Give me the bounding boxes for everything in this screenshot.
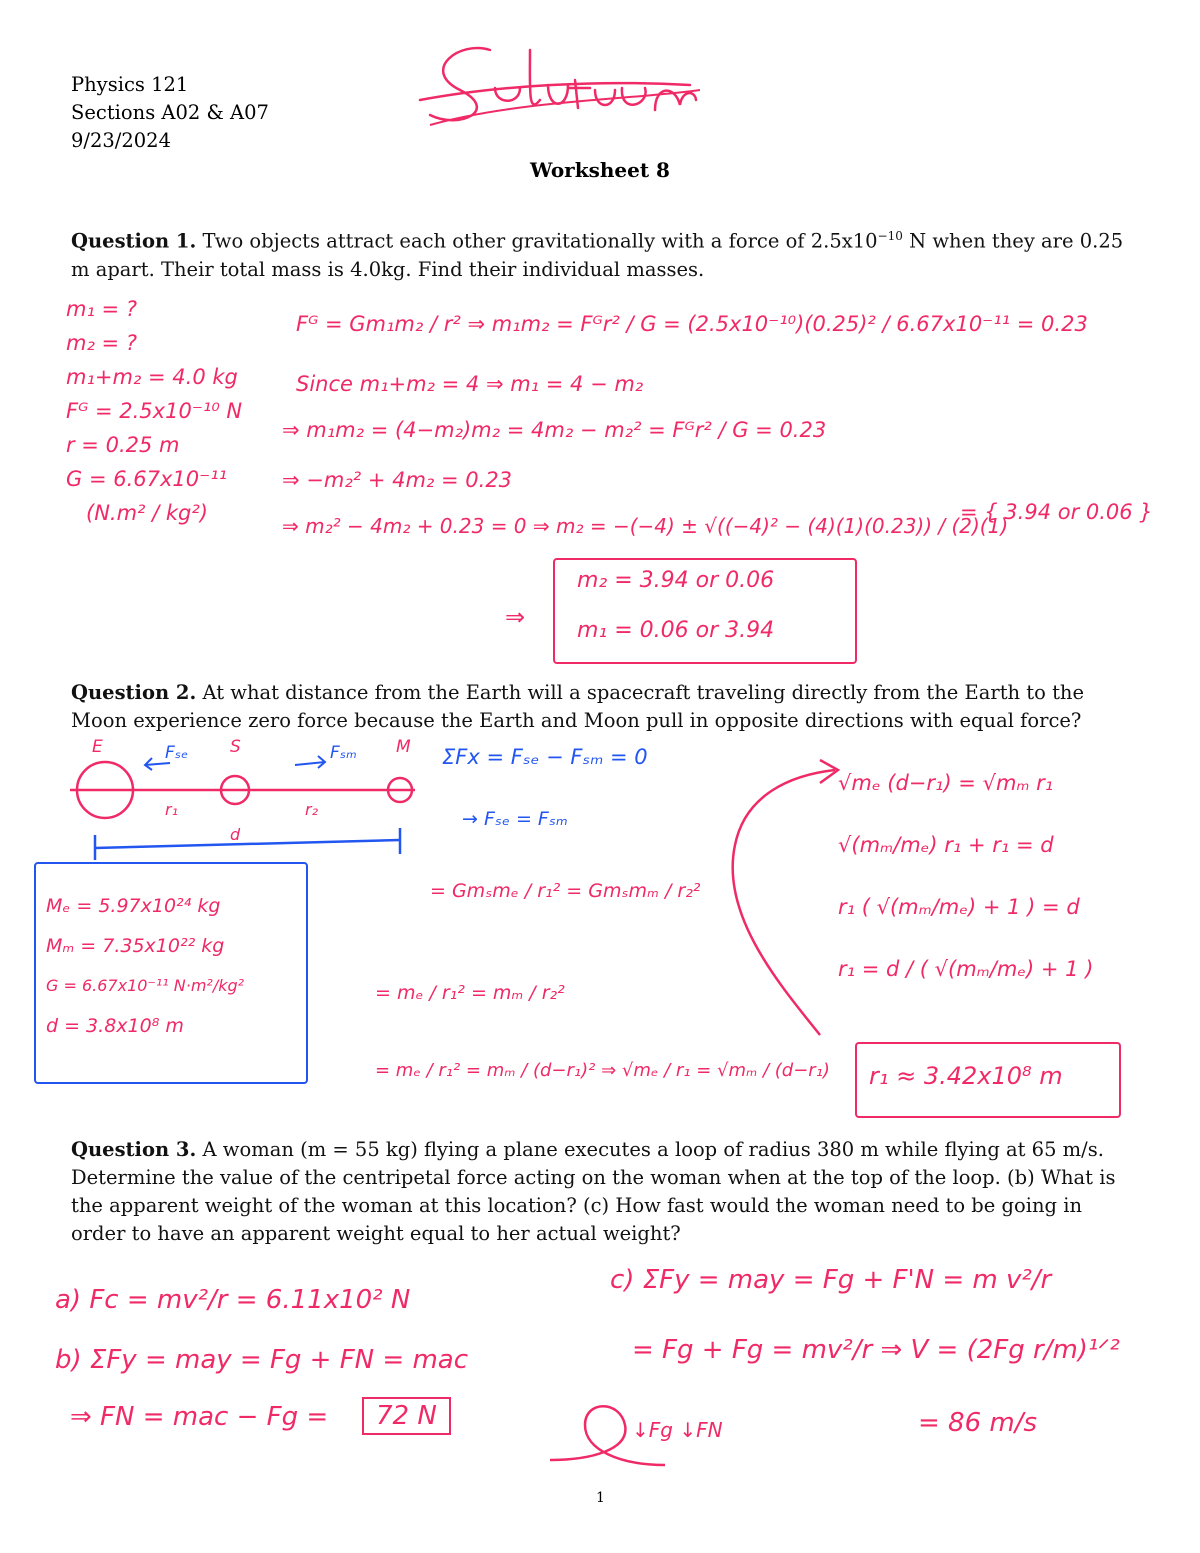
worksheet-title: Worksheet 8 xyxy=(530,158,670,182)
label-e: E xyxy=(92,737,103,757)
given-g: G = 6.67x10⁻¹¹ xyxy=(66,467,228,491)
worksheet-date: 9/23/2024 xyxy=(71,129,171,152)
q1-work-line-4: ⇒ −m₂² + 4m₂ = 0.23 xyxy=(282,468,513,492)
header-block xyxy=(71,71,269,155)
fsm-arrow xyxy=(295,756,325,768)
given-m2: m₂ = ? xyxy=(66,331,137,355)
course-sections: Sections A02 & A07 xyxy=(71,101,269,124)
q3-part-c-line-2: = Fg + Fg = mv²/r ⇒ V = (2Fg r/m)¹ᐟ² xyxy=(632,1335,1120,1365)
label-r1: r₁ xyxy=(165,800,178,819)
r-step-4: r₁ = d / ( √(mₘ/mₑ) + 1 ) xyxy=(838,957,1094,981)
q1-work-line-2: Since m₁+m₂ = 4 ⇒ m₁ = 4 − m₂ xyxy=(296,372,644,396)
given-g-units: (N.m² / kg²) xyxy=(86,501,208,525)
question-2-text: Question 2. At what distance from the Earth will a spacecraft traveling directly from the Earth to the Moon experience zero force because the Earth and Moon pull in opposite directions with equal force? xyxy=(71,681,1085,732)
q1-roots: = { 3.94 or 0.06 } xyxy=(960,500,1153,524)
answer-m2: m₂ = 3.94 or 0.06 xyxy=(577,568,775,593)
q2-givens xyxy=(46,886,244,1046)
label-fse: Fₛₑ xyxy=(165,743,189,763)
label-m: M xyxy=(396,737,411,757)
label-s: S xyxy=(230,737,241,757)
q2-step-3: = mₑ / r₁² = mₘ / (d−r₁)² ⇒ √mₑ / r₁ = √mₘ / (d−r₁) xyxy=(375,1060,830,1081)
q3-part-b-line-1: b) ΣFy = may = Fg + FN = mac xyxy=(55,1345,469,1375)
given-distance: r = 0.25 m xyxy=(66,433,180,457)
q1-arrow: ⇒ xyxy=(505,603,526,631)
q3-part-a: a) Fc = mv²/r = 6.11x10² N xyxy=(55,1285,411,1315)
answer-m1: m₁ = 0.06 or 3.94 xyxy=(577,618,775,643)
given-m1: m₁ = ? xyxy=(66,297,137,321)
q2-step-2: = mₑ / r₁² = mₘ / r₂² xyxy=(375,982,565,1004)
q1-givens xyxy=(66,292,242,530)
label-d: d xyxy=(230,825,241,844)
q3-part-c-line-1: c) ΣFy = may = Fg + F'N = m v²/r xyxy=(610,1265,1052,1295)
q2-force-equality: → Fₛₑ = Fₛₘ xyxy=(462,808,568,830)
distance-line xyxy=(95,840,400,848)
r-step-3: r₁ ( √(mₘ/mₑ) + 1 ) = d xyxy=(838,895,1080,919)
given-g-constant: G = 6.67x10⁻¹¹ N·m²/kg² xyxy=(46,976,245,995)
given-moon-mass: Mₘ = 7.35x10²² kg xyxy=(46,935,225,957)
label-r2: r₂ xyxy=(305,800,318,819)
r-step-2: √(mₘ/mₑ) r₁ + r₁ = d xyxy=(838,833,1054,857)
loop-force-labels: ↓Fg ↓FN xyxy=(632,1418,723,1442)
q1-work-line-1: Fᴳ = Gm₁m₂ / r² ⇒ m₁m₂ = Fᴳr² / G = (2.5x10⁻¹⁰)(0.25)² / 6.67x10⁻¹¹ = 0.23 xyxy=(296,312,1088,336)
earth-moon-diagram xyxy=(60,730,430,860)
given-force: Fᴳ = 2.5x10⁻¹⁰ N xyxy=(66,399,243,423)
given-total-mass: m₁+m₂ = 4.0 kg xyxy=(66,365,238,389)
q3-part-c-answer: = 86 m/s xyxy=(918,1408,1038,1438)
q2-step-1: = Gmₛmₑ / r₁² = Gmₛmₘ / r₂² xyxy=(430,880,701,902)
q2-answer-box xyxy=(855,1042,1121,1118)
q1-work-line-3: ⇒ m₁m₂ = (4−m₂)m₂ = 4m₂ − m₂² = Fᴳr² / G = 0.23 xyxy=(282,418,827,442)
course-name: Physics 121 xyxy=(71,73,189,96)
q1-work-line-5: ⇒ m₂² − 4m₂ + 0.23 = 0 ⇒ m₂ = −(−4) ± √((−4)² − (4)(1)(0.23)) / (2)(1) xyxy=(282,514,1009,538)
solutions-signature xyxy=(400,30,700,130)
question-3-label: Question 3. xyxy=(71,1138,197,1161)
question-1-text: Question 1. Two objects attract each other gravitationally with a force of $2.5x10^{-10}$ N when they are 0.25 m apart. Their total mass is 4.0kg. Find their individual masses. xyxy=(71,229,1124,281)
q1-answer-box xyxy=(553,558,857,664)
given-distance-d: d = 3.8x10⁸ m xyxy=(46,1015,184,1037)
r-step-1: √mₑ (d−r₁) = √mₘ r₁ xyxy=(838,771,1054,795)
q2-r-steps xyxy=(838,752,1093,1000)
q3-part-b-line-2: ⇒ FN = mac − Fg = xyxy=(70,1402,329,1432)
question-2-label: Question 2. xyxy=(71,681,197,704)
q2-answer: r₁ ≈ 3.42x10⁸ m xyxy=(869,1062,1063,1090)
page-number: 1 xyxy=(596,1490,605,1506)
q2-force-sum: ΣFx = Fₛₑ − Fₛₘ = 0 xyxy=(442,745,648,769)
question-3-text: Question 3. A woman (m = 55 kg) flying a plane executes a loop of radius 380 m while flying at 65 m/s. Determine the value of the centripetal force acting on the woman when at the top of the loop. (b) What is the apparent weight of the woman at this location? (c) How fast would the woman need to be going in order to have an apparent weight equal to her actual weight? xyxy=(71,1138,1116,1245)
label-fsm: Fₛₘ xyxy=(330,743,357,763)
q3-part-b-answer: 72 N xyxy=(362,1397,451,1435)
given-earth-mass: Mₑ = 5.97x10²⁴ kg xyxy=(46,895,221,917)
question-1-label: Question 1. xyxy=(71,229,197,253)
q2-givens-box xyxy=(34,862,308,1084)
